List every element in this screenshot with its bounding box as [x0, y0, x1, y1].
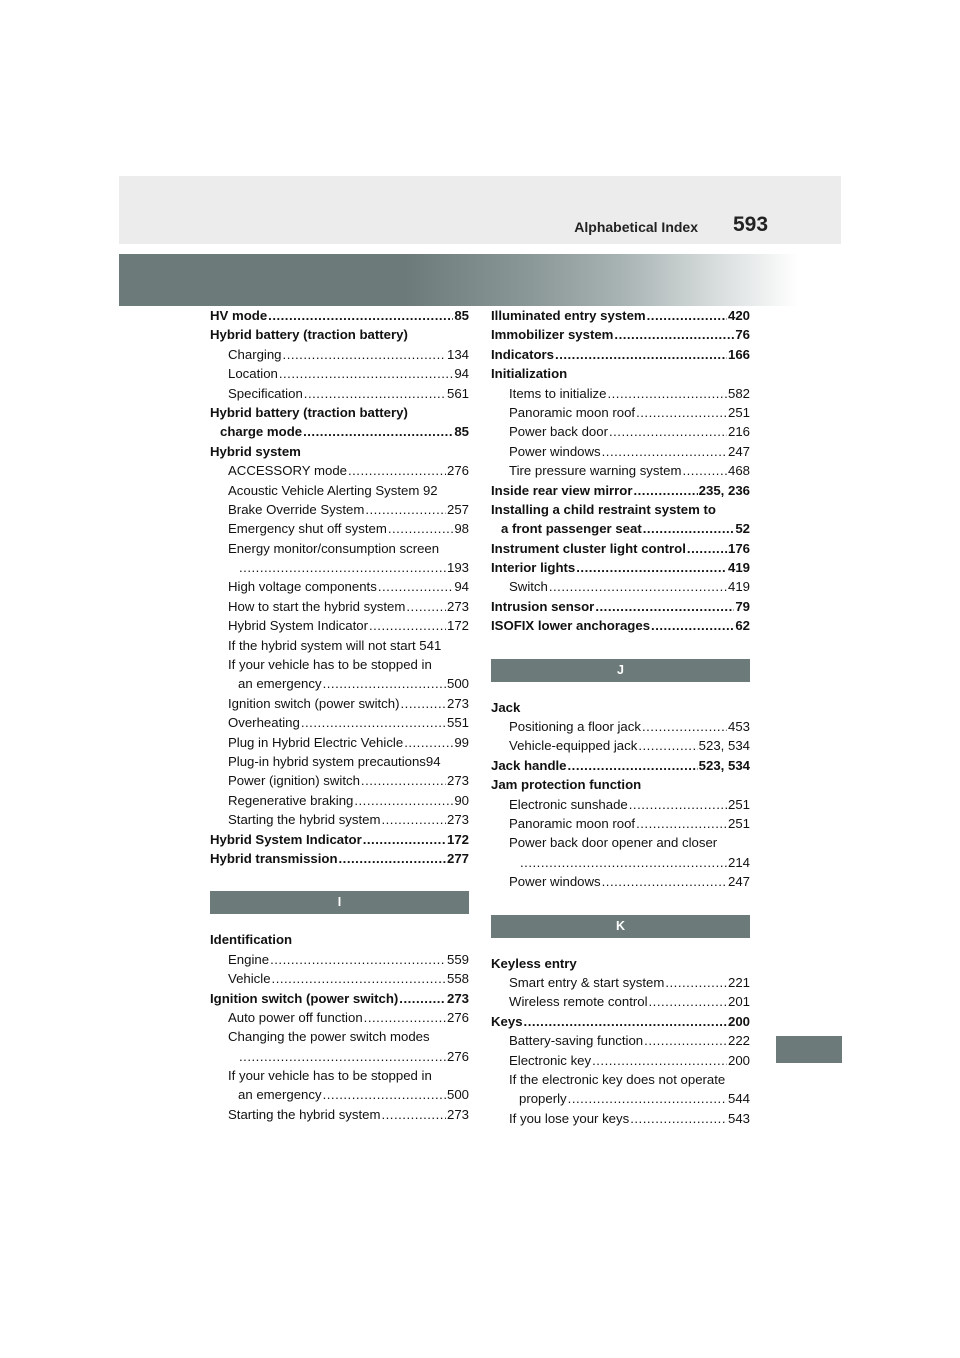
index-subentry[interactable] — [491, 853, 750, 872]
page-reference[interactable]: 559 — [446, 951, 469, 967]
page-reference[interactable]: 222 — [727, 1033, 750, 1049]
entry-label: Power back door opener and closer — [509, 835, 718, 851]
dot-leader — [643, 519, 735, 538]
dot-leader — [555, 345, 727, 364]
page-reference[interactable]: 90 — [454, 792, 469, 808]
index-entry — [210, 930, 469, 949]
entry-label: Panoramic moon roof — [509, 404, 636, 420]
page-reference[interactable]: 134 — [446, 346, 469, 362]
page-reference[interactable]: 468 — [727, 463, 750, 479]
index-subentry[interactable] — [491, 717, 750, 736]
dot-leader — [364, 1008, 446, 1027]
entry-label: Initialization — [491, 366, 568, 382]
page-reference[interactable]: 558 — [446, 971, 469, 987]
entry-label: Changing the power switch modes — [228, 1029, 430, 1045]
page-reference[interactable]: 273 — [446, 990, 469, 1006]
page-reference[interactable]: 172 — [446, 618, 469, 634]
index-entry[interactable] — [491, 597, 750, 616]
index-subentry — [210, 752, 469, 771]
dot-leader — [651, 616, 734, 635]
index-column-right — [491, 306, 750, 1128]
entry-label: Panoramic moon roof — [509, 815, 636, 831]
index-subentry — [491, 1070, 750, 1089]
entry-label: If your vehicle has to be stopped in — [228, 657, 432, 673]
page-reference[interactable]: 85 — [454, 424, 469, 440]
section-spacer — [491, 892, 750, 915]
page-reference[interactable]: 247 — [727, 443, 750, 459]
dot-leader — [363, 830, 446, 849]
dot-leader — [272, 969, 446, 988]
page-reference[interactable]: 551 — [446, 715, 469, 731]
index-subentry — [210, 636, 469, 655]
page-reference[interactable]: 99 — [454, 734, 469, 750]
index-entry — [210, 325, 469, 344]
dot-leader — [609, 422, 727, 441]
dot-leader — [304, 384, 446, 403]
index-subentry — [210, 1027, 469, 1046]
page-reference[interactable]: 420 — [727, 308, 750, 323]
page-reference[interactable]: 166 — [727, 346, 750, 362]
index-subentry[interactable] — [491, 973, 750, 992]
page-reference[interactable]: 85 — [454, 308, 469, 323]
index-subentry[interactable] — [210, 577, 469, 596]
index-entry — [491, 500, 750, 519]
entry-label: Instrument cluster light control — [491, 540, 686, 556]
index-subentry[interactable] — [210, 950, 469, 969]
entry-label: Brake Override System — [228, 501, 365, 517]
index-subentry[interactable] — [210, 1047, 469, 1066]
section-title: Alphabetical Index — [574, 219, 698, 235]
page-reference[interactable]: 52 — [735, 521, 750, 537]
dot-leader — [595, 597, 734, 616]
index-entry[interactable] — [491, 481, 750, 500]
dot-leader — [279, 364, 453, 383]
entry-label: If you lose your keys — [509, 1110, 630, 1126]
dot-leader — [524, 1012, 727, 1031]
dot-leader — [602, 442, 727, 461]
dot-leader — [303, 422, 453, 441]
dot-leader — [348, 461, 446, 480]
dot-leader — [378, 577, 454, 596]
entry-label: Intrusion sensor — [491, 598, 595, 614]
dot-leader — [323, 1085, 446, 1104]
page-reference[interactable]: 251 — [727, 404, 750, 420]
entry-label: Plug-in hybrid system precautions94 — [228, 753, 441, 769]
dot-leader — [365, 500, 446, 519]
dot-leader — [568, 1089, 727, 1108]
index-subentry — [210, 481, 469, 500]
entry-label: Smart entry & start system — [509, 974, 665, 990]
section-spacer — [491, 636, 750, 659]
index-subentry[interactable] — [210, 969, 469, 988]
entry-label: Illuminated entry system — [491, 308, 646, 323]
page-reference[interactable]: 273 — [446, 598, 469, 614]
entry-label: Power (ignition) switch — [228, 773, 360, 789]
dot-leader — [568, 756, 698, 775]
entry-label: Inside rear view mirror — [491, 482, 633, 498]
dot-leader — [401, 694, 446, 713]
entry-label: Hybrid battery (traction battery) — [210, 404, 408, 420]
page-reference[interactable]: 544 — [727, 1091, 750, 1107]
dot-leader — [607, 384, 727, 403]
dot-leader — [354, 791, 453, 810]
entry-label: charge mode — [220, 424, 303, 440]
index-subentry[interactable] — [210, 810, 469, 829]
dot-leader — [404, 733, 453, 752]
page-reference[interactable]: 523, 534 — [698, 757, 750, 773]
page-reference[interactable]: 98 — [454, 521, 469, 537]
index-subentry — [210, 655, 469, 674]
index-subentry[interactable] — [491, 384, 750, 403]
index-subentry[interactable] — [491, 422, 750, 441]
index-subentry[interactable] — [210, 558, 469, 577]
dot-leader — [270, 950, 446, 969]
entry-label: Vehicle — [228, 971, 271, 987]
index-subentry[interactable] — [491, 577, 750, 596]
section-spacer — [210, 868, 469, 891]
page-reference[interactable]: 273 — [446, 812, 469, 828]
entry-label: Wireless remote control — [509, 994, 648, 1010]
index-subentry[interactable] — [491, 1089, 750, 1108]
dot-leader — [636, 814, 727, 833]
entry-label: properly — [519, 1091, 567, 1107]
index-subentry[interactable] — [210, 345, 469, 364]
index-subentry[interactable] — [210, 500, 469, 519]
dot-leader — [636, 403, 727, 422]
dot-leader — [268, 306, 453, 325]
dot-leader — [642, 717, 727, 736]
entry-label: Jack handle — [491, 757, 567, 773]
entry-label: Tire pressure warning system — [509, 463, 682, 479]
dot-leader — [406, 597, 446, 616]
page-reference[interactable]: 276 — [446, 1048, 469, 1064]
index-entry[interactable] — [210, 830, 469, 849]
dot-leader — [399, 989, 446, 1008]
index-subentry[interactable] — [210, 771, 469, 790]
page-reference[interactable]: 523, 534 — [698, 738, 750, 754]
letter-heading: J — [491, 659, 750, 682]
dot-leader — [520, 853, 727, 872]
page-reference[interactable]: 76 — [735, 327, 750, 343]
page-reference[interactable]: 251 — [727, 796, 750, 812]
entry-label: ISOFIX lower anchorages — [491, 618, 651, 634]
index-entry — [491, 775, 750, 794]
index-subentry[interactable] — [210, 364, 469, 383]
entry-label: Identification — [210, 932, 293, 948]
dot-leader — [682, 461, 727, 480]
entry-label: Vehicle-equipped jack — [509, 738, 638, 754]
dot-leader — [687, 539, 727, 558]
index-subentry[interactable] — [210, 1008, 469, 1027]
entry-label: an emergency — [238, 676, 322, 692]
index-entry[interactable] — [210, 989, 469, 1008]
dot-leader — [592, 1051, 727, 1070]
page-reference[interactable]: 235, 236 — [698, 482, 750, 498]
entry-label: Location — [228, 366, 278, 382]
entry-label: ACCESSORY mode — [228, 463, 347, 479]
dot-leader — [630, 1109, 727, 1128]
page-reference[interactable]: 453 — [727, 719, 750, 735]
entry-label: Plug in Hybrid Electric Vehicle — [228, 734, 404, 750]
entry-label: Switch — [509, 579, 548, 595]
index-subentry[interactable] — [491, 736, 750, 755]
entry-label: If the electronic key does not operate — [509, 1071, 726, 1087]
index-subentry[interactable] — [491, 1031, 750, 1050]
dot-leader — [644, 1031, 727, 1050]
index-subentry[interactable] — [491, 403, 750, 422]
entry-label: Engine — [228, 951, 270, 967]
entry-label: Jack — [491, 699, 521, 715]
entry-label: Battery-saving function — [509, 1033, 644, 1049]
index-subentry[interactable] — [210, 733, 469, 752]
index-entry — [210, 403, 469, 422]
index-entry[interactable] — [491, 616, 750, 635]
entry-label: Starting the hybrid system — [228, 812, 381, 828]
index-entry[interactable] — [491, 1012, 750, 1031]
entry-label: Indicators — [491, 346, 555, 362]
entry-label: Jam protection function — [491, 777, 642, 793]
entry-label: Installing a child restraint system to — [491, 501, 716, 517]
index-entry — [491, 364, 750, 383]
entry-label: Power windows — [509, 874, 601, 890]
entry-label: Power windows — [509, 443, 601, 459]
entry-label: Keys — [491, 1013, 523, 1029]
entry-label: How to start the hybrid system — [228, 598, 406, 614]
page-reference[interactable]: 561 — [446, 385, 469, 401]
entry-label: Electronic key — [509, 1052, 592, 1068]
entry-label: Interior lights — [491, 560, 576, 576]
dot-leader — [381, 810, 446, 829]
dot-leader — [339, 849, 446, 868]
index-entry[interactable] — [491, 325, 750, 344]
entry-label: Overheating — [228, 715, 300, 731]
index-subentry — [210, 1066, 469, 1085]
page-reference[interactable]: 277 — [446, 850, 469, 866]
letter-heading: I — [210, 891, 469, 914]
index-entry — [491, 698, 750, 717]
page-reference[interactable]: 201 — [727, 994, 750, 1010]
entry-label: Items to initialize — [509, 385, 607, 401]
entry-label: Power back door — [509, 424, 608, 440]
entry-label: Specification — [228, 385, 303, 401]
dot-leader — [361, 771, 446, 790]
index-subentry[interactable] — [210, 791, 469, 810]
page-number: 593 — [733, 213, 769, 236]
entry-label: Emergency shut off system — [228, 521, 387, 537]
page-reference[interactable]: 276 — [446, 1009, 469, 1025]
page-reference[interactable]: 221 — [727, 974, 750, 990]
index-subentry[interactable] — [210, 384, 469, 403]
dot-leader — [323, 674, 446, 693]
dot-leader — [633, 481, 697, 500]
entry-label: Starting the hybrid system — [228, 1106, 381, 1122]
entry-label: Ignition switch (power switch) — [228, 695, 400, 711]
entry-label: Hybrid System Indicator — [228, 618, 368, 634]
index-subentry[interactable] — [491, 795, 750, 814]
index-entry[interactable] — [491, 558, 750, 577]
dot-leader — [301, 713, 446, 732]
page-reference[interactable]: 273 — [446, 695, 469, 711]
dot-leader — [576, 558, 727, 577]
index-subentry[interactable] — [491, 442, 750, 461]
entry-label: Hybrid transmission — [210, 850, 338, 866]
page-reference[interactable]: 176 — [727, 540, 750, 556]
dot-leader — [647, 306, 727, 325]
index-subentry[interactable] — [491, 1109, 750, 1128]
dot-leader — [239, 558, 446, 577]
entry-label: Regenerative braking — [228, 792, 354, 808]
entry-label: a front passenger seat — [501, 521, 642, 537]
index-entry[interactable] — [491, 756, 750, 775]
dot-leader — [239, 1047, 446, 1066]
page-reference[interactable]: 273 — [446, 773, 469, 789]
page-reference[interactable]: 172 — [446, 831, 469, 847]
entry-label: If your vehicle has to be stopped in — [228, 1068, 432, 1084]
index-subentry[interactable] — [210, 1105, 469, 1124]
header-bar — [119, 254, 799, 306]
index-subentry[interactable] — [210, 1085, 469, 1104]
page-reference[interactable]: 193 — [446, 560, 469, 576]
entry-label: an emergency — [238, 1087, 322, 1103]
dot-leader — [549, 577, 727, 596]
index-subentry[interactable] — [210, 597, 469, 616]
entry-label: Hybrid battery (traction battery) — [210, 327, 408, 343]
entry-label: Energy monitor/consumption screen — [228, 540, 440, 556]
letter-heading: K — [491, 915, 750, 938]
page-reference[interactable]: 419 — [727, 560, 750, 576]
page-reference[interactable]: 200 — [727, 1052, 750, 1068]
page-reference[interactable]: 94 — [454, 579, 469, 595]
dot-leader — [665, 973, 727, 992]
index-subentry — [491, 833, 750, 852]
entry-label: If the hybrid system will not start 541 — [228, 637, 442, 653]
page-reference[interactable]: 500 — [446, 1087, 469, 1103]
index-subentry[interactable] — [491, 872, 750, 891]
page-reference[interactable]: 251 — [727, 815, 750, 831]
page-reference[interactable]: 582 — [727, 385, 750, 401]
index-subentry — [210, 539, 469, 558]
entry-label: Auto power off function — [228, 1009, 363, 1025]
dot-leader — [381, 1105, 446, 1124]
dot-leader — [283, 345, 446, 364]
index-subentry[interactable] — [210, 674, 469, 693]
index-subentry[interactable] — [491, 992, 750, 1011]
index-entry[interactable] — [491, 539, 750, 558]
index-subentry[interactable] — [491, 1051, 750, 1070]
entry-label: Electronic sunshade — [509, 796, 628, 812]
page-reference[interactable]: 247 — [727, 874, 750, 890]
entry-label: Acoustic Vehicle Alerting System 92 — [228, 482, 438, 498]
dot-leader — [638, 736, 697, 755]
index-subentry[interactable] — [210, 616, 469, 635]
page-reference[interactable]: 273 — [446, 1106, 469, 1122]
dot-leader — [602, 872, 727, 891]
page-reference[interactable]: 419 — [727, 579, 750, 595]
dot-leader — [388, 519, 454, 538]
index-entry[interactable] — [210, 422, 469, 441]
dot-leader — [649, 992, 727, 1011]
index-entry — [491, 954, 750, 973]
index-subentry[interactable] — [491, 461, 750, 480]
index-entry[interactable] — [491, 306, 750, 325]
index-subentry[interactable] — [210, 519, 469, 538]
entry-label: Keyless entry — [491, 955, 577, 971]
entry-label: Immobilizer system — [491, 327, 614, 343]
entry-label: Charging — [228, 346, 282, 362]
index-subentry[interactable] — [491, 814, 750, 833]
index-entry[interactable] — [491, 345, 750, 364]
dot-leader — [614, 325, 734, 344]
index-entry[interactable] — [210, 306, 469, 325]
page-reference[interactable]: 216 — [727, 424, 750, 440]
entry-label: HV mode — [210, 308, 268, 323]
page-reference[interactable]: 214 — [727, 854, 750, 870]
page-reference[interactable]: 257 — [446, 501, 469, 517]
page-reference[interactable]: 62 — [735, 618, 750, 634]
thumb-index-tab[interactable] — [776, 1036, 842, 1063]
dot-leader — [629, 795, 727, 814]
page-reference[interactable]: 94 — [454, 366, 469, 382]
entry-label: Hybrid system — [210, 443, 301, 459]
entry-label: Ignition switch (power switch) — [210, 990, 399, 1006]
page-reference[interactable]: 500 — [446, 676, 469, 692]
entry-label: Positioning a floor jack — [509, 719, 641, 735]
entry-label: Hybrid System Indicator — [210, 831, 362, 847]
dot-leader — [369, 616, 446, 635]
index-subentry[interactable] — [210, 713, 469, 732]
index-subentry[interactable] — [210, 694, 469, 713]
page-reference[interactable]: 276 — [446, 463, 469, 479]
index-entry[interactable] — [491, 519, 750, 538]
entry-label: High voltage components — [228, 579, 377, 595]
index-column-left — [210, 306, 469, 1124]
page-reference[interactable]: 543 — [727, 1110, 750, 1126]
index-entry[interactable] — [210, 849, 469, 868]
index-subentry[interactable] — [210, 461, 469, 480]
page-reference[interactable]: 200 — [727, 1013, 750, 1029]
page-reference[interactable]: 79 — [735, 598, 750, 614]
index-entry — [210, 442, 469, 461]
